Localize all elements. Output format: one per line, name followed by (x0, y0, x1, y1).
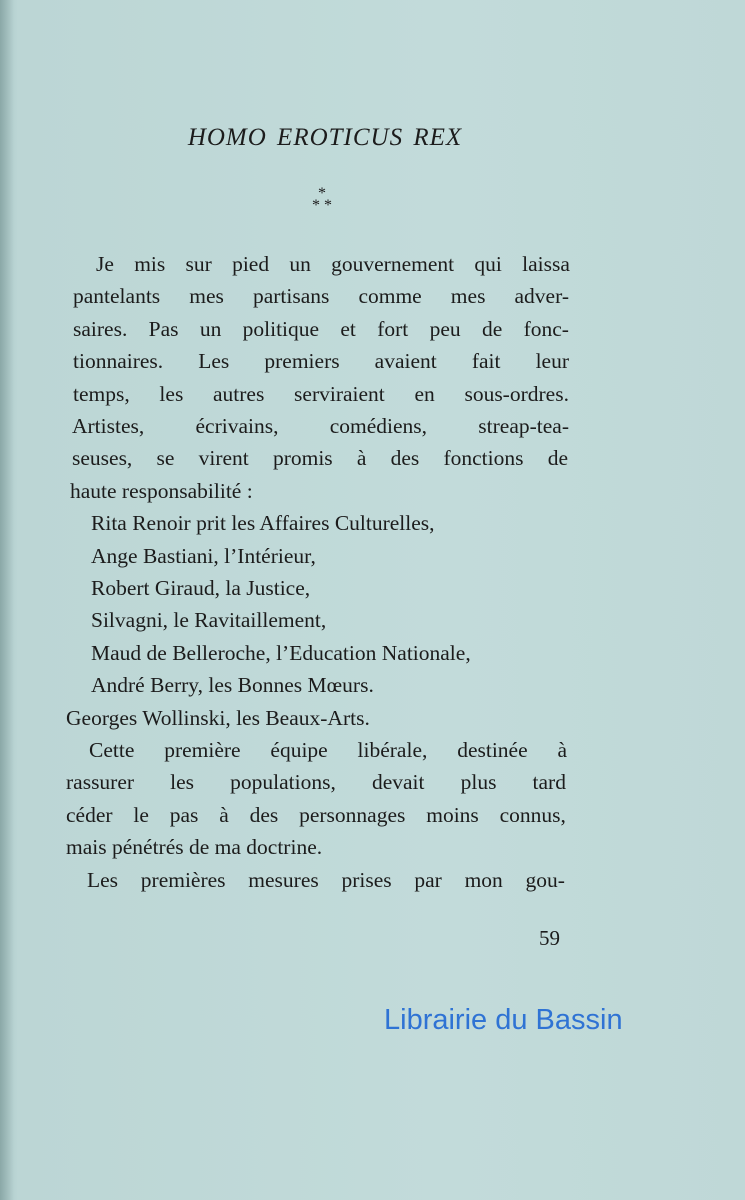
text-line-11: Robert Giraud, la Justice, (91, 576, 311, 600)
word: à (356, 446, 367, 470)
word: de (547, 446, 568, 470)
word: personnages (299, 803, 406, 827)
word: pantelants (73, 284, 161, 308)
word: sous-ordres. (464, 382, 569, 406)
text-line-17 (66, 766, 566, 798)
text-line-5 (73, 378, 569, 410)
word: Pas (148, 317, 179, 341)
word: pied (232, 252, 270, 276)
word: fait (471, 349, 501, 373)
word: à (557, 738, 567, 762)
word: un (199, 317, 222, 341)
word: populations, (230, 770, 336, 794)
word: prises (341, 868, 392, 892)
word: promis (272, 446, 333, 470)
word: Les (87, 868, 119, 892)
word: virent (198, 446, 249, 470)
word: le (133, 803, 149, 827)
text-line-19: mais pénétrés de ma doctrine. (66, 835, 323, 859)
word: gou- (525, 868, 565, 892)
word: temps, (73, 382, 130, 406)
word: partisans (252, 284, 330, 308)
running-head: HOMO EROTICUS REX (187, 124, 463, 151)
word: comme (358, 284, 422, 308)
word: de (481, 317, 503, 341)
word: un (289, 252, 311, 276)
word: destinée (457, 738, 528, 762)
word: tionnaires. (73, 349, 164, 373)
word: plus (460, 770, 497, 794)
word: moins (426, 803, 479, 827)
word: peu (429, 317, 461, 341)
word: connus, (499, 803, 566, 827)
page-number: 59 (539, 926, 560, 950)
word: mes (450, 284, 486, 308)
word: comédiens, (329, 414, 428, 438)
word: tard (532, 770, 566, 794)
text-line-20 (87, 864, 565, 896)
text-line-7 (72, 442, 568, 474)
word: saires. (73, 317, 128, 341)
word: Artistes, (72, 414, 145, 438)
word: politique (242, 317, 320, 341)
word: avaient (374, 349, 437, 373)
text-line-9: Rita Renoir prit les Affaires Culturelles, (91, 511, 435, 535)
word: streap-tea- (478, 414, 569, 438)
word: en (414, 382, 435, 406)
word: Cette (89, 738, 135, 762)
word: des (390, 446, 420, 470)
word: céder (66, 803, 113, 827)
asterism-top: * (318, 185, 326, 202)
word: seuses, (72, 446, 133, 470)
text-line-6 (72, 410, 569, 442)
word: premiers (264, 349, 340, 373)
word: Les (198, 349, 230, 373)
word: mes (189, 284, 224, 308)
text-line-8: haute responsabilité : (70, 479, 253, 503)
word: gouvernement (331, 252, 455, 276)
word: leur (535, 349, 569, 373)
word: rassurer (66, 770, 135, 794)
word: par (414, 868, 442, 892)
word: adver- (514, 284, 569, 308)
word: des (249, 803, 279, 827)
word: écrivains, (195, 414, 279, 438)
word: mesures (248, 868, 319, 892)
word: serviraient (294, 382, 385, 406)
word: les (159, 382, 184, 406)
text-line-3 (73, 313, 569, 345)
word: fonc- (523, 317, 569, 341)
text-line-12: Silvagni, le Ravitaillement, (91, 608, 327, 632)
word: autres (213, 382, 265, 406)
text-line-4 (73, 345, 569, 377)
word: fonctions (443, 446, 524, 470)
word: première (164, 738, 241, 762)
text-line-15: Georges Wollinski, les Beaux-Arts. (66, 706, 370, 730)
text-line-14: André Berry, les Bonnes Mœurs. (91, 673, 374, 697)
text-line-2 (73, 280, 569, 312)
word: devait (371, 770, 425, 794)
word: laissa (522, 252, 570, 276)
word: se (156, 446, 175, 470)
word: à (219, 803, 229, 827)
word: libérale, (357, 738, 428, 762)
word: fort (377, 317, 409, 341)
word: pas (169, 803, 199, 827)
word: et (340, 317, 356, 341)
word: les (170, 770, 195, 794)
watermark-text: Librairie du Bassin (384, 1004, 623, 1036)
spine-shadow (0, 0, 14, 1200)
word: Je (96, 252, 114, 276)
word: premières (140, 868, 226, 892)
text-line-10: Ange Bastiani, l’Intérieur, (91, 544, 316, 568)
asterism (300, 185, 344, 214)
word: mon (464, 868, 503, 892)
word: équipe (270, 738, 328, 762)
text-line-1 (96, 248, 570, 280)
word: mis (134, 252, 166, 276)
word: qui (474, 252, 502, 276)
word: sur (185, 252, 212, 276)
asterism-bottom: * * (312, 197, 332, 214)
text-line-13: Maud de Belleroche, l’Education Nationale, (91, 641, 471, 665)
text-line-16 (89, 734, 567, 766)
text-line-18 (66, 799, 566, 831)
